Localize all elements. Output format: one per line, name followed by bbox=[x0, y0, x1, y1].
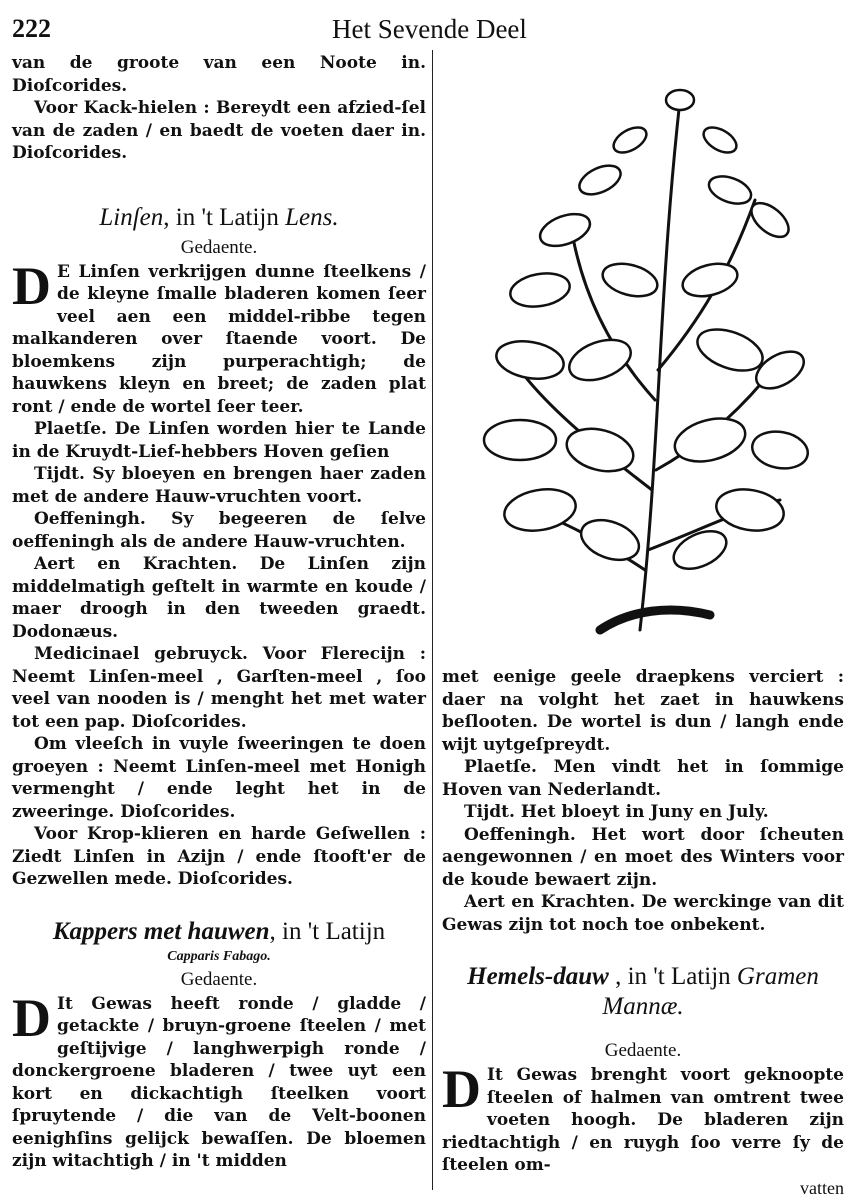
latin-name: Capparis Fabago. bbox=[167, 948, 271, 964]
drop-cap: D bbox=[442, 1059, 481, 1119]
page-header bbox=[12, 8, 841, 48]
linsen-paragraph: Om vleeſch in vuyle ſweeringen te doen groeyen : Neemt Linſen-meel met Honigh vermenght / ende leght het in de zweeringe. Dioſcorides. bbox=[12, 734, 426, 822]
running-head: Het Sevende Deel bbox=[332, 14, 527, 44]
linsen-paragraph: Aert en Krachten. De Linſen zijn middelmatigh geſtelt in warmte en koude / maer droogh in den tweeden graedt. Dodonæus. bbox=[12, 554, 426, 642]
kappers-continuation: met eenige geele draepkens verciert : daer na volght het zaet in hauwkens beſlooten. De wortel is dun / langh ende wijt uytgeſpreydt. bbox=[442, 667, 844, 755]
page-number: 222 bbox=[12, 14, 51, 43]
intro-paragraph-1: van de groote van een Noote in. Dioſcorides. bbox=[12, 53, 426, 96]
kappers-description: D It Gewas heeft ronde / gladde / getackte / bruyn-groene ſteelen / met geſtijvige / langhwerpigh ronde / donckergroene bladeren / twee uyt een kort en dickachtigh ſteelken voort ſpruytende / die van de Velt-boonen eenighſins gelijck bewaſſen. De bloemen zijn witachtigh / in 't midden bbox=[12, 987, 426, 1171]
linsen-paragraph: Tijdt. Sy bloeyen en brengen haer zaden met de andere Hauw-vruchten voort. bbox=[12, 464, 426, 507]
linsen-description: D E Linſen verkrijgen dunne ſteelkens / de kleyne ſmalle bladeren komen ſeer veel aen een middel-ribbe tegen malkanderen over ſtaende voort. De bloemkens zijn purperachtigh; de hauwkens kleyn en breet; de zaden plat ront / ende de wortel ſeer teer. bbox=[12, 255, 426, 417]
plant-woodcut-illustration bbox=[480, 70, 810, 650]
linsen-paragraph: Voor Krop-klieren en harde Geſwellen : Ziedt Linſen in Azijn / ende ſtooft'er de Gezwellen mede. Dioſcorides. bbox=[12, 824, 426, 889]
kappers-paragraph: Oeffeningh. Het wort door ſcheuten aengewonnen / en moet des Winters voor de koude bewaert zijn. bbox=[442, 824, 844, 890]
gedaente-heading: Gedaente. bbox=[180, 236, 258, 258]
section-title-linsen: Linſen, in 't Latijn Lens. bbox=[99, 203, 339, 231]
drop-cap: D bbox=[12, 255, 51, 316]
hemels-description: D It Gewas brenght voort geknoopte ſteelen of halmen van omtrent twee voeten hoogh. De bladeren zijn riedtachtigh / en ruygh ſoo verre ſy de ſteelen om- bbox=[442, 1059, 844, 1175]
kappers-paragraph: Tijdt. Het bloeyt in Juny en July. bbox=[464, 802, 769, 822]
section-title-kappers: Kappers met hauwen, in 't Latijn bbox=[52, 917, 386, 945]
gedaente-heading: Gedaente. bbox=[604, 1040, 682, 1061]
kappers-paragraph: Plaetſe. Men vindt het in ſommige Hoven van Nederlandt. bbox=[442, 757, 844, 800]
gedaente-heading: Gedaente. bbox=[180, 968, 258, 990]
linsen-paragraph: Oeffeningh. Sy begeeren de ſelve oeffeningh als de andere Hauw-vruchten. bbox=[12, 509, 426, 552]
left-column bbox=[12, 52, 426, 1173]
kappers-paragraph: Aert en Krachten. De werckinge van dit Gewas zijn tot noch toe onbekent. bbox=[442, 892, 844, 935]
linsen-paragraph: Medicinael gebruyck. Voor Flerecijn : Neemt Linſen-meel , Garſten-meel , ſoo veel van nooden is / menght het met water tot een pap. Dioſcorides. bbox=[12, 644, 426, 732]
drop-cap: D bbox=[12, 987, 51, 1048]
linsen-paragraph: Plaetſe. De Linſen worden hier te Lande in de Kruydt-Lief-hebbers Hoven geſien bbox=[12, 419, 426, 462]
column-rule bbox=[432, 50, 433, 1190]
right-column bbox=[442, 666, 844, 1199]
section-title-hemels-dauw: Hemels-dauw , in 't Latijn Gramen Mannæ. bbox=[467, 963, 819, 1020]
intro-paragraph-2: Voor Kack-hielen : Bereydt een afzied-ſel van de zaden / en baedt de voeten daer in. Dioſcorides. bbox=[12, 98, 426, 163]
catchword: vatten bbox=[800, 1177, 844, 1198]
